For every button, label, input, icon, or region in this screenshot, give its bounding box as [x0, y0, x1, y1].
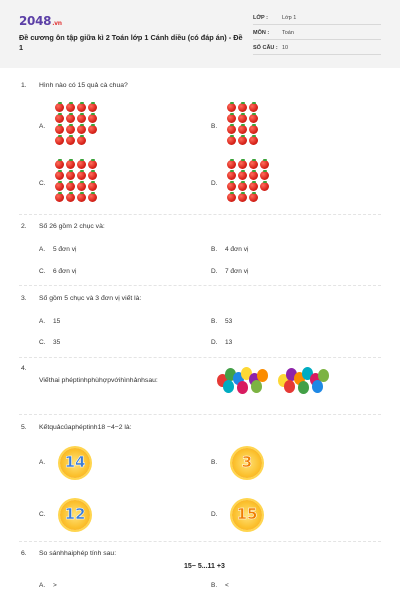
option-text: 7 đơn vị: [225, 268, 249, 275]
tomato-icon: [66, 114, 75, 123]
tomato-group-d: [227, 160, 270, 203]
logo-text: 2048: [19, 14, 52, 28]
site-logo[interactable]: [19, 14, 62, 28]
tomato-icon: [238, 160, 247, 169]
question-divider: [19, 214, 381, 215]
tomato-icon: [77, 171, 86, 180]
tomato-icon: [66, 160, 75, 169]
tomato-icon: [55, 103, 64, 112]
option-letter: A.: [39, 123, 46, 130]
option-c[interactable]: [39, 268, 76, 275]
tomato-icon: [249, 114, 258, 123]
option-letter: B.: [211, 123, 218, 130]
tomato-icon: [88, 160, 97, 169]
question-number: 6.: [21, 550, 27, 557]
option-d[interactable]: [211, 268, 248, 275]
tomato-icon: [227, 103, 236, 112]
tomato-group-c: [55, 160, 98, 203]
option-text: 5 đơn vị: [53, 246, 77, 253]
number-badge-15: [232, 500, 262, 530]
meta-key: MÔN :: [253, 30, 270, 36]
tomato-icon: [55, 171, 64, 180]
tomato-icon: [249, 136, 258, 145]
question-text: So sánhhaiphép tính sau:: [39, 550, 117, 557]
badge-number: 12: [64, 505, 86, 523]
tomato-icon: [238, 114, 247, 123]
tomato-icon: [66, 171, 75, 180]
option-b[interactable]: [211, 123, 225, 130]
tomato-icon: [77, 193, 86, 202]
meta-row-grade: [253, 12, 381, 25]
option-text: 35: [53, 339, 61, 346]
option-letter: D.: [211, 511, 218, 518]
balloon-icon: [223, 380, 234, 393]
tomato-icon: [238, 136, 247, 145]
badge-number: 3: [241, 453, 253, 471]
tomato-icon: [88, 193, 97, 202]
tomato-icon: [55, 125, 64, 134]
option-a[interactable]: [39, 318, 60, 325]
option-b[interactable]: [211, 459, 225, 466]
question-text: Hình nào có 15 quả cà chua?: [39, 82, 128, 89]
option-b[interactable]: [211, 582, 229, 589]
option-c[interactable]: [39, 511, 53, 518]
tomato-icon: [77, 125, 86, 134]
option-a[interactable]: [39, 246, 76, 253]
question-text: Kếtquảcủaphéptinh18 −4−2 là:: [39, 424, 132, 431]
document-title: Đề cương ôn tập giữa kì 2 Toán lớp 1 Cánh diều (có đáp án) - Đề 1: [19, 33, 243, 52]
option-c[interactable]: [39, 339, 60, 346]
balloon-icon: [251, 380, 262, 393]
number-badge-12: [60, 500, 90, 530]
meta-row-subject: [253, 27, 381, 40]
option-letter: C.: [39, 339, 46, 346]
tomato-icon: [260, 171, 269, 180]
option-letter: A.: [39, 246, 46, 253]
tomato-icon: [249, 125, 258, 134]
option-letter: A.: [39, 459, 46, 466]
tomato-icon: [249, 171, 258, 180]
tomato-icon: [249, 103, 258, 112]
tomato-icon: [77, 136, 86, 145]
tomato-icon: [249, 193, 258, 202]
tomato-icon: [66, 103, 75, 112]
tomato-icon: [249, 182, 258, 191]
meta-value: Lớp 1: [282, 15, 297, 21]
option-d[interactable]: [211, 339, 232, 346]
badge-number: 15: [236, 505, 258, 523]
tomato-icon: [260, 182, 269, 191]
meta-value: 10: [282, 45, 289, 51]
question-number: 2.: [21, 223, 27, 230]
question-number: 5.: [21, 424, 27, 431]
balloon-icon: [284, 380, 295, 393]
meta-value: Toán: [282, 30, 294, 36]
option-letter: A.: [39, 318, 46, 325]
tomato-icon: [227, 160, 236, 169]
tomato-icon: [88, 182, 97, 191]
question-text: Số 26 gồm 2 chục và:: [39, 223, 105, 230]
question-text: Số gồm 5 chục và 3 đơn vị viết là:: [39, 295, 142, 302]
meta-key: LỚP :: [253, 15, 268, 21]
tomato-icon: [55, 160, 64, 169]
balloon-icon: [237, 381, 248, 394]
badge-number: 14: [64, 453, 86, 471]
option-text: 15: [53, 318, 61, 325]
tomato-icon: [77, 160, 86, 169]
option-letter: B.: [211, 582, 218, 589]
balloon-icon: [298, 381, 309, 394]
option-letter: D.: [211, 339, 218, 346]
document-header: [0, 0, 400, 68]
tomato-icon: [77, 114, 86, 123]
option-a[interactable]: [39, 582, 57, 589]
tomato-icon: [88, 103, 97, 112]
question-divider: [19, 357, 381, 358]
tomato-group-a: [55, 103, 98, 146]
number-badge-3: [232, 448, 262, 478]
question-number: 4.: [21, 365, 27, 372]
tomato-icon: [238, 103, 247, 112]
tomato-icon: [227, 136, 236, 145]
tomato-icon: [238, 182, 247, 191]
tomato-icon: [66, 136, 75, 145]
option-text: 4 đơn vị: [225, 246, 249, 253]
tomato-icon: [238, 125, 247, 134]
tomato-group-b: [227, 103, 259, 146]
tomato-icon: [66, 182, 75, 191]
option-text: 6 đơn vị: [53, 268, 77, 275]
option-c[interactable]: [39, 180, 53, 187]
balloon-icon: [312, 380, 323, 393]
tomato-icon: [227, 193, 236, 202]
question-divider: [19, 414, 381, 415]
option-letter: D.: [211, 268, 218, 275]
option-letter: C.: [39, 268, 46, 275]
logo-suffix: .vn: [52, 20, 62, 27]
option-b[interactable]: [211, 246, 248, 253]
option-letter: D.: [211, 180, 218, 187]
question-divider: [19, 541, 381, 542]
tomato-icon: [66, 125, 75, 134]
balloon-bunch-left: [215, 366, 267, 396]
question-text: Viếthai phéptinhphùhợpvớihìnhảnhsau:: [39, 377, 158, 384]
option-text: 13: [225, 339, 233, 346]
tomato-icon: [249, 160, 258, 169]
option-letter: C.: [39, 180, 46, 187]
tomato-icon: [227, 182, 236, 191]
tomato-icon: [55, 136, 64, 145]
option-text: 53: [225, 318, 233, 325]
comparison-expression: 15− 5...11 +3: [184, 563, 225, 570]
tomato-icon: [260, 160, 269, 169]
option-letter: A.: [39, 582, 46, 589]
tomato-icon: [238, 193, 247, 202]
question-number: 1.: [21, 82, 27, 89]
option-text: <: [225, 582, 229, 589]
option-a[interactable]: [39, 123, 53, 130]
meta-row-count: [253, 42, 381, 55]
meta-key: SỐ CÂU :: [253, 45, 278, 51]
question-divider: [19, 285, 381, 286]
question-number: 3.: [21, 295, 27, 302]
tomato-icon: [227, 114, 236, 123]
tomato-icon: [238, 171, 247, 180]
option-letter: B.: [211, 459, 218, 466]
option-a[interactable]: [39, 459, 53, 466]
option-b[interactable]: [211, 318, 232, 325]
tomato-icon: [227, 125, 236, 134]
option-text: >: [53, 582, 57, 589]
tomato-icon: [77, 182, 86, 191]
number-badge-14: [60, 448, 90, 478]
option-letter: B.: [211, 246, 218, 253]
option-d[interactable]: [211, 180, 225, 187]
tomato-icon: [88, 171, 97, 180]
tomato-icon: [88, 125, 97, 134]
option-d[interactable]: [211, 511, 225, 518]
balloon-bunch-right: [276, 366, 328, 396]
option-letter: B.: [211, 318, 218, 325]
tomato-icon: [55, 114, 64, 123]
tomato-icon: [227, 171, 236, 180]
tomato-icon: [55, 182, 64, 191]
tomato-icon: [77, 103, 86, 112]
tomato-icon: [88, 114, 97, 123]
tomato-icon: [66, 193, 75, 202]
option-letter: C.: [39, 511, 46, 518]
tomato-icon: [55, 193, 64, 202]
